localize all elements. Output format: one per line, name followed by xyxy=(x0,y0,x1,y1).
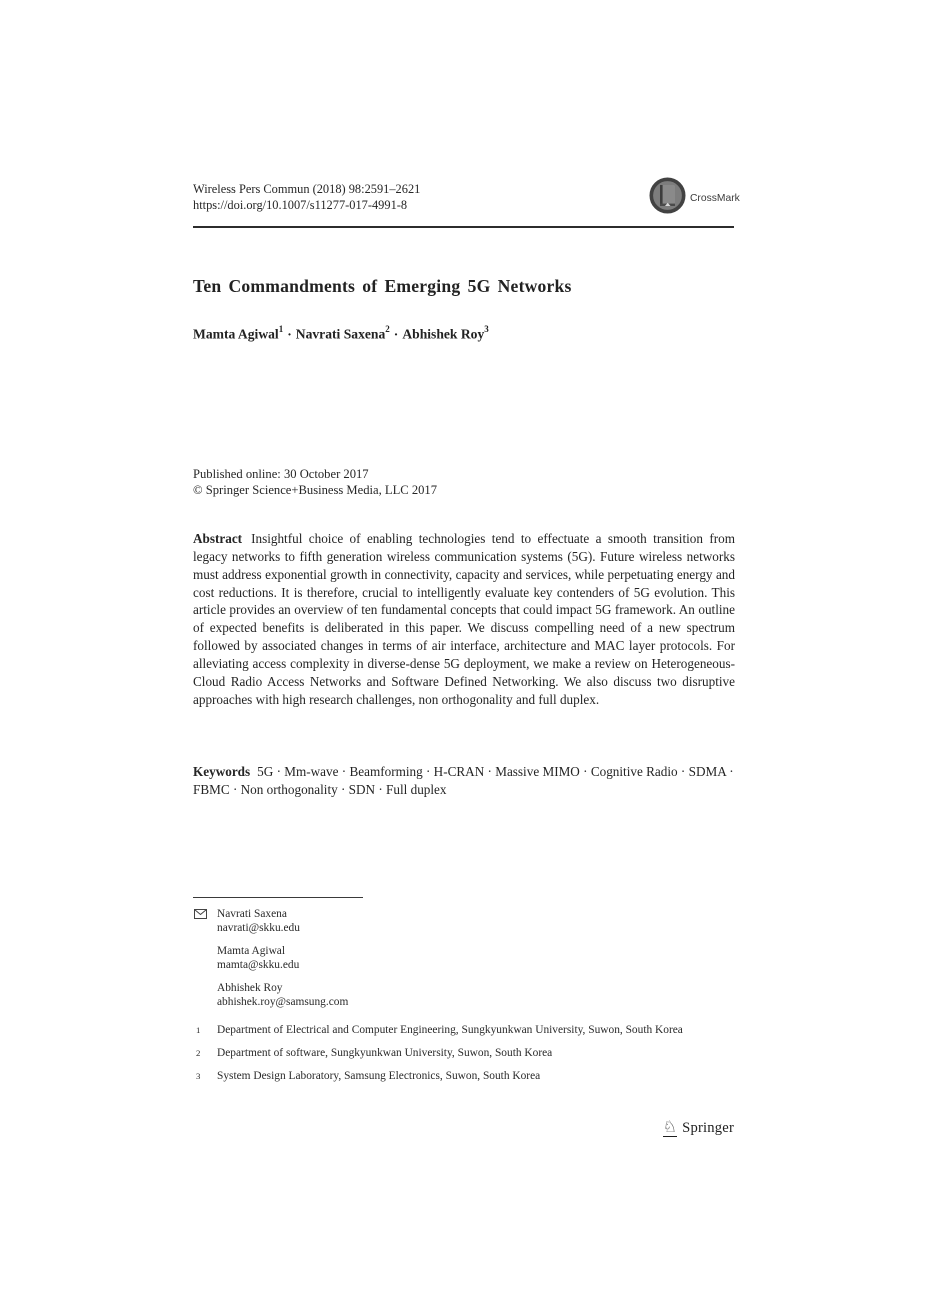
affiliation-text: Department of software, Sungkyunkwan University, Suwon, South Korea xyxy=(217,1047,553,1060)
author-line xyxy=(193,325,735,343)
contact-name: Mamta Agiwal xyxy=(217,944,286,957)
affiliation-text: Department of Electrical and Computer Engineering, Sungkyunkwan University, Suwon, South Korea xyxy=(217,1024,683,1036)
affiliations-list xyxy=(193,1023,738,1092)
keywords-list: 5G · Mm-wave · Beamforming · H-CRAN · Massive MIMO · Cognitive Radio · SDMA · FBMC · Non orthogonality · SDN · Full duplex xyxy=(193,764,734,797)
crossmark-label: CrossMark xyxy=(690,192,740,204)
author-affiliation-marker: 3 xyxy=(484,324,489,334)
keywords-label: Keywords xyxy=(193,764,251,779)
author-affiliation-marker: 1 xyxy=(278,324,284,334)
affiliation-number: 1 xyxy=(196,1025,201,1035)
keywords-section xyxy=(193,763,735,799)
affiliation-text: System Design Laboratory, Samsung Electronics, Suwon, South Korea xyxy=(217,1070,541,1083)
author-contact xyxy=(193,944,593,972)
contact-email[interactable]: mamta@skku.edu xyxy=(217,959,300,972)
author-separator: · xyxy=(287,326,292,342)
author-name: Mamta Agiwal xyxy=(193,326,279,342)
affiliation-item xyxy=(193,1046,738,1061)
doi-link[interactable]: https://doi.org/10.1007/s11277-017-4991-8 xyxy=(193,197,408,212)
journal-citation: Wireless Pers Commun (2018) 98:2591–2621 xyxy=(193,182,421,196)
page-title: Ten Commandments of Emerging 5G Networks xyxy=(193,276,572,296)
author-separator: · xyxy=(393,326,399,342)
crossmark-badge[interactable] xyxy=(649,177,740,219)
copyright-line: © Springer Science+Business Media, LLC 2017 xyxy=(193,482,438,497)
springer-knight-icon: ♘ xyxy=(662,1117,678,1136)
affiliation-item xyxy=(193,1069,738,1084)
abstract-section xyxy=(193,530,735,708)
contact-footnotes xyxy=(193,907,593,1018)
abstract-text: Insightful choice of enabling technologies tend to effectuate a smooth transition from legacy networks to fifth generation wireless communication systems (5G). Future wireless networks must address exponential growth in connectivity, capacity and services, while perpetuating energy and cost reductions. It is therefore, crucial to intelligently evaluate key contenders of 5G evolution. This article provides an overview of ten fundamental concepts that could impact 5G framework. An outline of expected benefits is deliberated in this paper. We discuss compelling need of a new spectrum followed by associated changes in terms of air interface, architecture and MAC layer protocols. For alleviating access complexity in diverse-dense 5G deployment, we make a review on Heterogeneous-Cloud Radio Access Networks and Software Defined Networking. We also discuss two disruptive approaches with high research challenges, non orthogonality and full duplex. xyxy=(193,531,735,707)
abstract-label: Abstract xyxy=(193,531,243,546)
contact-name: Navrati Saxena xyxy=(217,908,287,920)
contact-email[interactable]: abhishek.roy@samsung.com xyxy=(217,996,349,1009)
envelope-icon xyxy=(194,909,207,923)
affiliation-number: 3 xyxy=(196,1071,201,1082)
published-online-date: Published online: 30 October 2017 xyxy=(193,467,369,481)
contact-email[interactable]: navrati@skku.edu xyxy=(217,922,300,935)
publisher-logo xyxy=(193,1119,734,1137)
author-name: Navrati Saxena xyxy=(295,326,386,342)
author-affiliation-marker: 2 xyxy=(385,324,390,334)
footnote-divider xyxy=(193,897,363,898)
affiliation-item xyxy=(193,1023,738,1038)
publisher-name: Springer xyxy=(682,1119,734,1136)
journal-header xyxy=(193,182,420,213)
author-contact xyxy=(193,981,593,1009)
affiliation-number: 2 xyxy=(196,1048,201,1059)
corresponding-author-contact xyxy=(193,907,593,935)
crossmark-icon xyxy=(649,177,686,219)
contact-name: Abhishek Roy xyxy=(217,981,283,994)
author-name: Abhishek Roy xyxy=(402,326,485,342)
publication-info xyxy=(193,467,437,499)
header-divider xyxy=(193,226,734,228)
